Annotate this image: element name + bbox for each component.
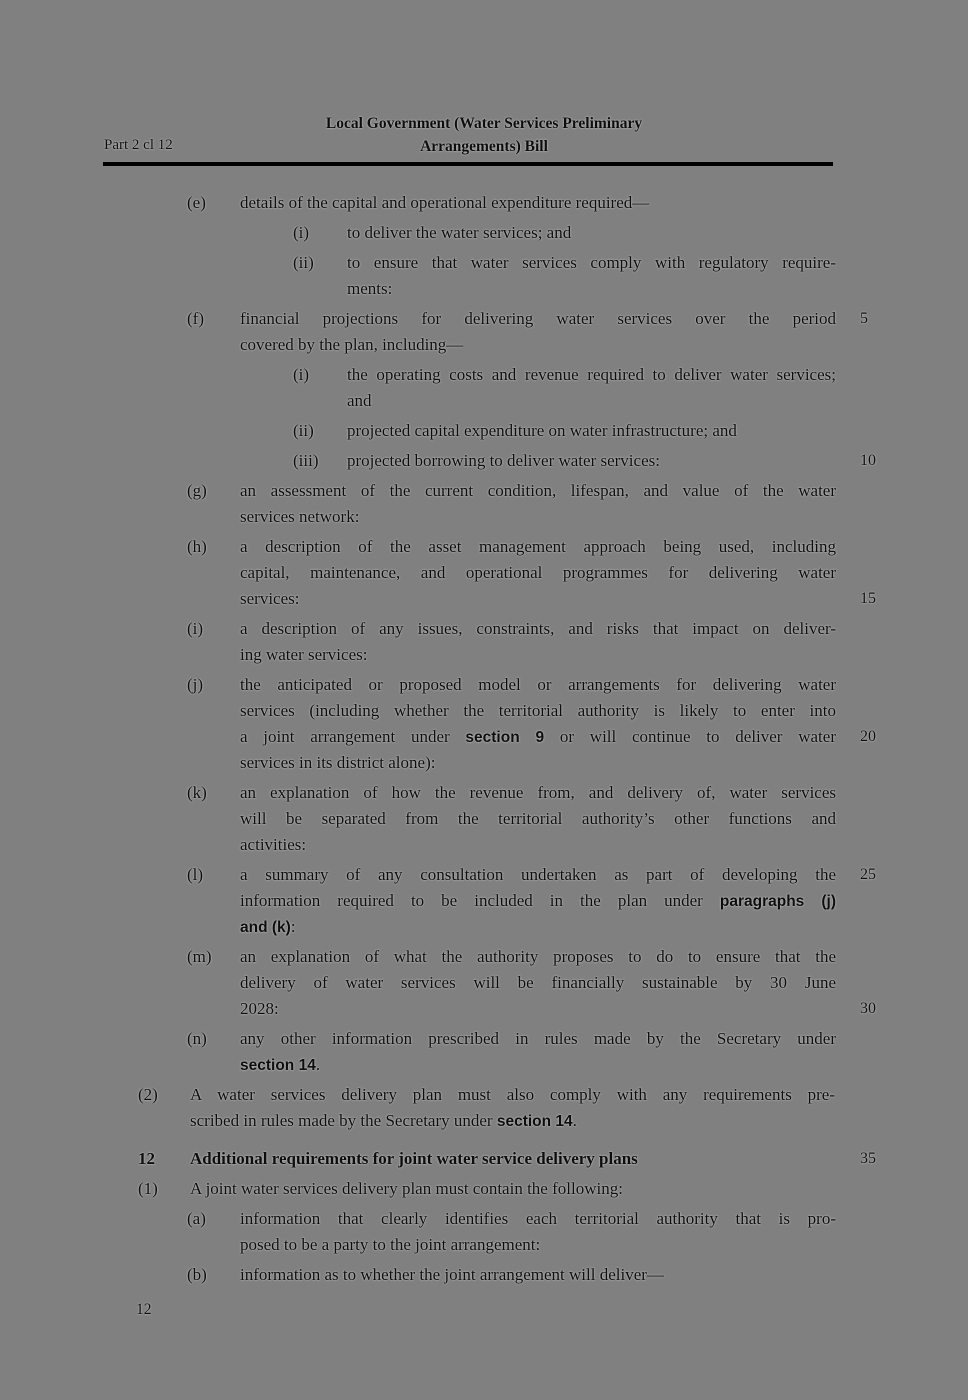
provision-marker: (2) <box>138 1085 158 1104</box>
text-line <box>347 220 836 246</box>
text-line <box>240 306 868 332</box>
provision-marker: (k) <box>187 783 207 802</box>
provision-ii <box>103 418 883 444</box>
text-segment: an assessment of the current condition, lifespan, and value of the water <box>240 481 836 500</box>
provision-text <box>347 448 876 474</box>
text-line <box>240 698 836 724</box>
text-line <box>240 970 836 996</box>
text-segment: a description of any issues, constraints, and risks that impact on deliver- <box>240 619 836 638</box>
provision-marker: (i) <box>293 223 310 242</box>
text-line <box>240 586 876 612</box>
provision-text <box>240 190 836 216</box>
text-line <box>190 1146 876 1172</box>
cross-reference: paragraphs (j) <box>719 893 837 910</box>
running-header-part: Part 2 cl 12 <box>104 137 173 153</box>
provision-b <box>103 1262 883 1288</box>
margin-line-number: 25 <box>860 866 876 883</box>
text-segment: a summary of any consultation undertaken as part of developing the <box>240 865 836 884</box>
text-line <box>347 276 836 302</box>
provision-marker: (b) <box>187 1265 207 1284</box>
text-segment: projected borrowing to deliver water services: <box>347 451 660 470</box>
text-line <box>240 1232 836 1258</box>
provision-text <box>240 1026 836 1078</box>
margin-line-number: 5 <box>860 310 868 327</box>
running-header-title-line2: Arrangements) Bill <box>420 138 548 155</box>
text-segment: services network: <box>240 507 360 526</box>
section-heading-12 <box>103 1146 883 1172</box>
provision-text <box>240 306 868 358</box>
provision-marker: (iii) <box>293 451 319 470</box>
provision-text <box>240 672 876 776</box>
text-segment: services (including whether the territorial authority is likely to enter into <box>240 701 836 720</box>
text-segment: to ensure that water services comply with regulatory require- <box>347 253 836 272</box>
provision-marker: (i) <box>187 619 204 638</box>
text-segment: posed to be a party to the joint arrangement: <box>240 1235 541 1254</box>
provision-marker: (e) <box>187 193 206 212</box>
text-segment: services in its district alone): <box>240 753 436 772</box>
provision-i <box>103 362 883 414</box>
provision-text <box>240 1206 836 1258</box>
provision-marker: (m) <box>187 947 212 966</box>
provision-text <box>240 944 876 1022</box>
provision-text <box>240 616 836 668</box>
provision-text <box>347 250 836 302</box>
text-line <box>240 1026 836 1052</box>
text-segment: an explanation of how the revenue from, and delivery of, water services <box>240 783 836 802</box>
text-segment: an explanation of what the authority proposes to do to ensure that the <box>240 947 836 966</box>
text-line <box>240 560 836 586</box>
text-line <box>240 914 836 940</box>
text-segment: covered by the plan, including— <box>240 335 464 354</box>
cross-reference: section 9 <box>465 729 545 746</box>
text-segment: to deliver the water services; and <box>347 223 572 242</box>
text-segment: : <box>290 917 296 936</box>
text-line <box>190 1082 835 1108</box>
text-segment: A joint water services delivery plan must contain the following: <box>190 1179 623 1198</box>
provision-text <box>190 1176 835 1202</box>
text-line <box>240 642 836 668</box>
provision-text <box>347 418 836 444</box>
provision-marker: (n) <box>187 1029 207 1048</box>
text-segment: the operating costs and revenue required to deliver water services; <box>347 365 836 384</box>
text-line <box>240 534 836 560</box>
provision-f <box>103 306 883 358</box>
provision-k <box>103 780 883 858</box>
provision-i <box>103 220 883 246</box>
text-line <box>240 616 836 642</box>
provision-l <box>103 862 883 940</box>
text-line <box>190 1176 835 1202</box>
provision-h <box>103 534 883 612</box>
text-segment: services: <box>240 589 300 608</box>
text-line <box>240 750 836 776</box>
text-line <box>240 1052 836 1078</box>
text-segment: information that clearly identifies each territorial authority that is pro- <box>240 1209 836 1228</box>
text-line <box>347 418 836 444</box>
provision-marker: (ii) <box>293 253 314 272</box>
provision-e <box>103 190 883 216</box>
text-segment: financial projections for delivering water services over the period <box>240 309 836 328</box>
text-line <box>240 806 836 832</box>
provision-marker: (f) <box>187 309 204 328</box>
provision-iii <box>103 448 883 474</box>
provision-m <box>103 944 883 1022</box>
text-line <box>240 724 876 750</box>
provision-marker: (g) <box>187 481 207 500</box>
text-line <box>347 250 836 276</box>
text-segment: details of the capital and operational expenditure required— <box>240 193 650 212</box>
text-segment: A water services delivery plan must also comply with any requirements pre- <box>190 1085 835 1104</box>
text-line <box>240 672 836 698</box>
text-line <box>347 448 876 474</box>
text-line <box>240 190 836 216</box>
text-segment: the anticipated or proposed model or arrangements for delivering water <box>240 675 836 694</box>
margin-line-number: 35 <box>860 1150 876 1167</box>
provision-marker: (h) <box>187 537 207 556</box>
provision-text <box>190 1082 835 1134</box>
text-segment: capital, maintenance, and operational programmes for delivering water <box>240 563 836 582</box>
text-line <box>240 780 836 806</box>
provision-marker: (ii) <box>293 421 314 440</box>
text-line <box>240 1206 836 1232</box>
running-header-title-line1: Local Government (Water Services Preliminary <box>325 115 643 132</box>
section-number: 12 <box>138 1149 155 1168</box>
text-segment: scribed in rules made by the Secretary under <box>190 1111 497 1130</box>
text-segment: projected capital expenditure on water infrastructure; and <box>347 421 737 440</box>
text-segment: delivery of water services will be financially sustainable by 30 June <box>240 973 836 992</box>
text-segment: ments: <box>347 279 393 298</box>
text-segment: and <box>347 391 372 410</box>
provision-text <box>240 780 836 858</box>
provision-text <box>240 534 876 612</box>
provision-text <box>347 362 836 414</box>
text-segment: . <box>572 1111 577 1130</box>
provision-text <box>240 862 876 940</box>
margin-line-number: 20 <box>860 728 876 745</box>
provision-marker: (i) <box>293 365 310 384</box>
text-segment: information required to be included in the plan under <box>240 891 720 910</box>
text-segment: . <box>315 1055 321 1074</box>
provision-2 <box>103 1082 883 1134</box>
margin-line-number: 30 <box>860 1000 876 1017</box>
provision-ii <box>103 250 883 302</box>
provision-a <box>103 1206 883 1258</box>
running-header-title <box>0 112 968 158</box>
text-segment: a description of the asset management approach being used, including <box>240 537 836 556</box>
margin-line-number: 10 <box>860 452 876 469</box>
provision-text <box>190 1146 876 1172</box>
text-segment: a joint arrangement under <box>240 727 466 746</box>
text-line <box>240 332 836 358</box>
text-line <box>240 888 836 914</box>
text-segment: or will continue to deliver water <box>544 727 836 746</box>
text-line <box>347 362 836 388</box>
provision-1 <box>103 1176 883 1202</box>
provision-text <box>240 478 836 530</box>
text-line <box>240 832 836 858</box>
text-line <box>190 1108 835 1134</box>
bill-body <box>103 186 883 1288</box>
text-line <box>240 1262 836 1288</box>
page-number: 12 <box>136 1301 152 1318</box>
text-segment: activities: <box>240 835 307 854</box>
provision-i <box>103 616 883 668</box>
provision-text <box>240 1262 836 1288</box>
cross-reference: section 14 <box>240 1057 316 1074</box>
provision-n <box>103 1026 883 1078</box>
provision-marker: (a) <box>187 1209 206 1228</box>
provision-j <box>103 672 883 776</box>
text-segment: Additional requirements for joint water service delivery plans <box>190 1149 638 1168</box>
text-segment: ing water services: <box>240 645 368 664</box>
cross-reference: section 14 <box>496 1113 573 1130</box>
text-segment: information as to whether the joint arrangement will deliver— <box>240 1265 664 1284</box>
text-line <box>240 504 836 530</box>
text-line <box>240 478 836 504</box>
text-segment: 2028: <box>240 999 279 1018</box>
text-segment: will be separated from the territorial authority’s other functions and <box>240 809 836 828</box>
header-rule <box>103 162 833 166</box>
text-line <box>240 944 836 970</box>
text-segment: any other information prescribed in rules made by the Secretary under <box>240 1029 836 1048</box>
provision-marker: (j) <box>187 675 204 694</box>
text-line <box>347 388 836 414</box>
provision-marker: (l) <box>187 865 204 884</box>
text-line <box>240 996 876 1022</box>
text-line <box>240 862 876 888</box>
provision-g <box>103 478 883 530</box>
provision-marker: (1) <box>138 1179 158 1198</box>
cross-reference: and (k) <box>240 919 291 936</box>
margin-line-number: 15 <box>860 590 876 607</box>
provision-text <box>347 220 836 246</box>
